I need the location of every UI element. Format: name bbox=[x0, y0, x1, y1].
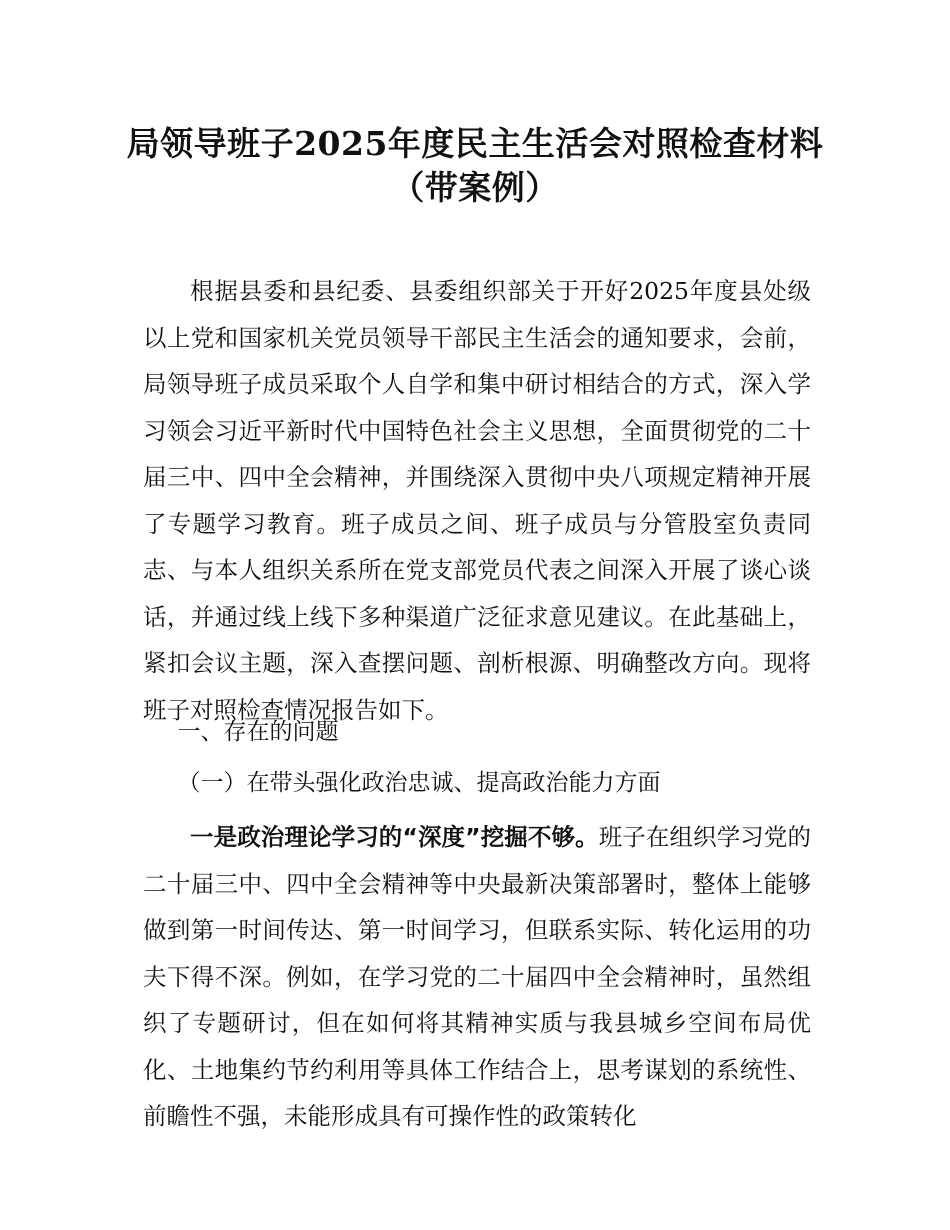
point-body: 班子在组织学习党的二十届三中、四中全会精神等中央最新决策部署时，整体上能够做到第一时间传达、第一时间学习，但联系实际、转化运用的功夫下得不深。例如，在学习党的二十届四中全会精神时，虽然组织了专题研讨，但在如何将其精神实质与我县城乡空间布局优化、土地集约节约利用等具体工作结合上，思考谋划的系统性、前瞻性不强，未能形成具有可操作性的政策转化 bbox=[143, 823, 812, 1130]
intro-paragraph: 根据县委和县纪委、县委组织部关于开好2025年度县处级以上党和国家机关党员领导干部民主生活会的通知要求，会前，局领导班子成员采取个人自学和集中研讨相结合的方式，深入学习领会习近平新时代中国特色社会主义思想，全面贯彻党的二十届三中、四中全会精神，并围绕深入贯彻中央八项规定精神开展了专题学习教育。班子成员之间、班子成员与分管股室负责同志、与本人组织关系所在党支部党员代表之间深入开展了谈心谈话，并通过线上线下多种渠道广泛征求意见建议。在此基础上，紧扣会议主题，深入查摆问题、剖析根源、明确整改方向。现将班子对照检查情况报告如下。 bbox=[143, 277, 811, 724]
document-subtitle: （带案例） bbox=[391, 168, 559, 207]
document-title: 局领导班子2025年度民主生活会对照检查材料 bbox=[126, 124, 824, 163]
point-lead: 一是政治理论学习的“深度”挖掘不够。 bbox=[190, 823, 599, 851]
point-paragraph bbox=[143, 814, 811, 1140]
section-heading: 一、存在的问题 bbox=[177, 719, 339, 745]
subsection-heading: （一）在带头强化政治忠诚、提高政治能力方面 bbox=[177, 770, 661, 796]
